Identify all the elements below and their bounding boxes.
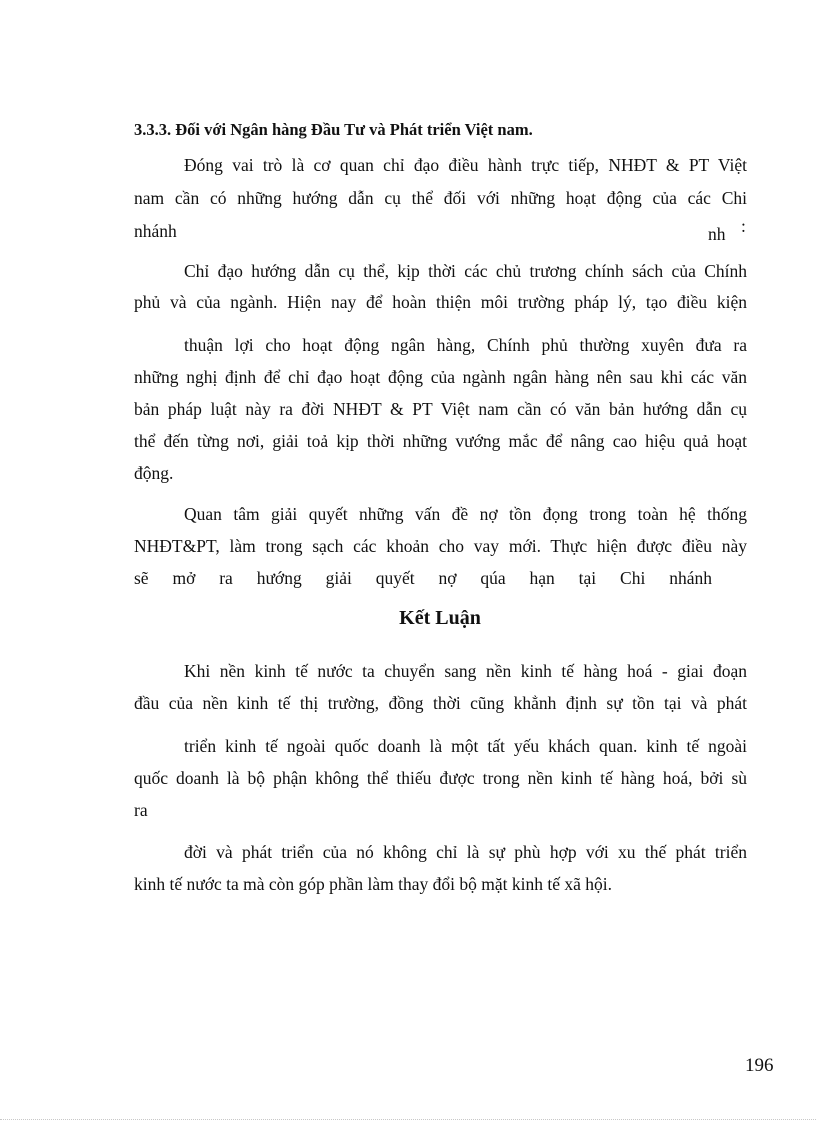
paragraph-4-line-2: đầu của nền kinh tế thị trường, đồng thời cũng khẳnh định sự tồn tại và phát xyxy=(134,693,747,713)
paragraph-1-line-2: nam cần có những hướng dẫn cụ thể đối với những hoạt động của các Chi xyxy=(134,188,747,208)
paragraph-5-line-2: kinh tế nước ta mà còn góp phần làm thay đổi bộ mặt kinh tế xã hội. xyxy=(134,874,613,894)
paragraph-4-line-3: triển kinh tế ngoài quốc doanh là một tất yếu khách quan. kinh tế ngoài xyxy=(184,736,747,756)
page-bottom-divider xyxy=(0,1119,816,1120)
paragraph-1-trailing-fragment: nh xyxy=(708,224,726,244)
page-number: 196 xyxy=(745,1055,774,1076)
conclusion-title: Kết Luận xyxy=(399,607,481,629)
paragraph-4-line-4: quốc doanh là bộ phận không thể thiếu được trong nền kinh tế hàng hoá, bởi sù xyxy=(134,768,747,788)
paragraph-3-line-3: sẽ mở ra hướng giải quyết nợ qúa hạn tại Chi nhánh xyxy=(134,568,712,588)
paragraph-3-line-1: Quan tâm giải quyết những vấn đề nợ tồn đọng trong toàn hệ thống xyxy=(184,504,747,524)
paragraph-1-line-1: Đóng vai trò là cơ quan chỉ đạo điều hành trực tiếp, NHĐT & PT Việt xyxy=(184,155,747,175)
paragraph-4-line-1: Khi nền kinh tế nước ta chuyển sang nền kinh tế hàng hoá - giai đoạn xyxy=(184,661,747,681)
paragraph-2-line-5: bản pháp luật này ra đời NHĐT & PT Việt nam cần có văn bản hướng dẫn cụ xyxy=(134,399,747,419)
paragraph-1-line-3: nhánh xyxy=(134,221,177,241)
paragraph-2-line-7: động. xyxy=(134,463,174,483)
paragraph-3-line-2: NHĐT&PT, làm trong sạch các khoản cho vay mới. Thực hiện được điều này xyxy=(134,536,747,556)
section-heading: 3.3.3. Đối với Ngân hàng Đầu Tư và Phát triển Việt nam. xyxy=(134,120,533,139)
paragraph-2-line-3: thuận lợi cho hoạt động ngân hàng, Chính phủ thường xuyên đưa ra xyxy=(184,335,747,355)
paragraph-2-line-4: những nghị định để chỉ đạo hoạt động của ngành ngân hàng nên sau khi các văn xyxy=(134,367,747,387)
paragraph-1-trailing-colon: : xyxy=(741,216,746,236)
paragraph-2-line-2: phủ và của ngành. Hiện nay để hoàn thiện môi trường pháp lý, tạo điều kiện xyxy=(134,292,747,312)
paragraph-5-line-1: đời và phát triển của nó không chỉ là sự phù hợp với xu thế phát triển xyxy=(184,842,747,862)
paragraph-4-line-5: ra xyxy=(134,800,148,820)
paragraph-2-line-1: Chỉ đạo hướng dẫn cụ thể, kịp thời các chủ trương chính sách của Chính xyxy=(184,261,747,281)
paragraph-2-line-6: thể đến từng nơi, giải toả kịp thời những vướng mắc để nâng cao hiệu quả hoạt xyxy=(134,431,747,451)
